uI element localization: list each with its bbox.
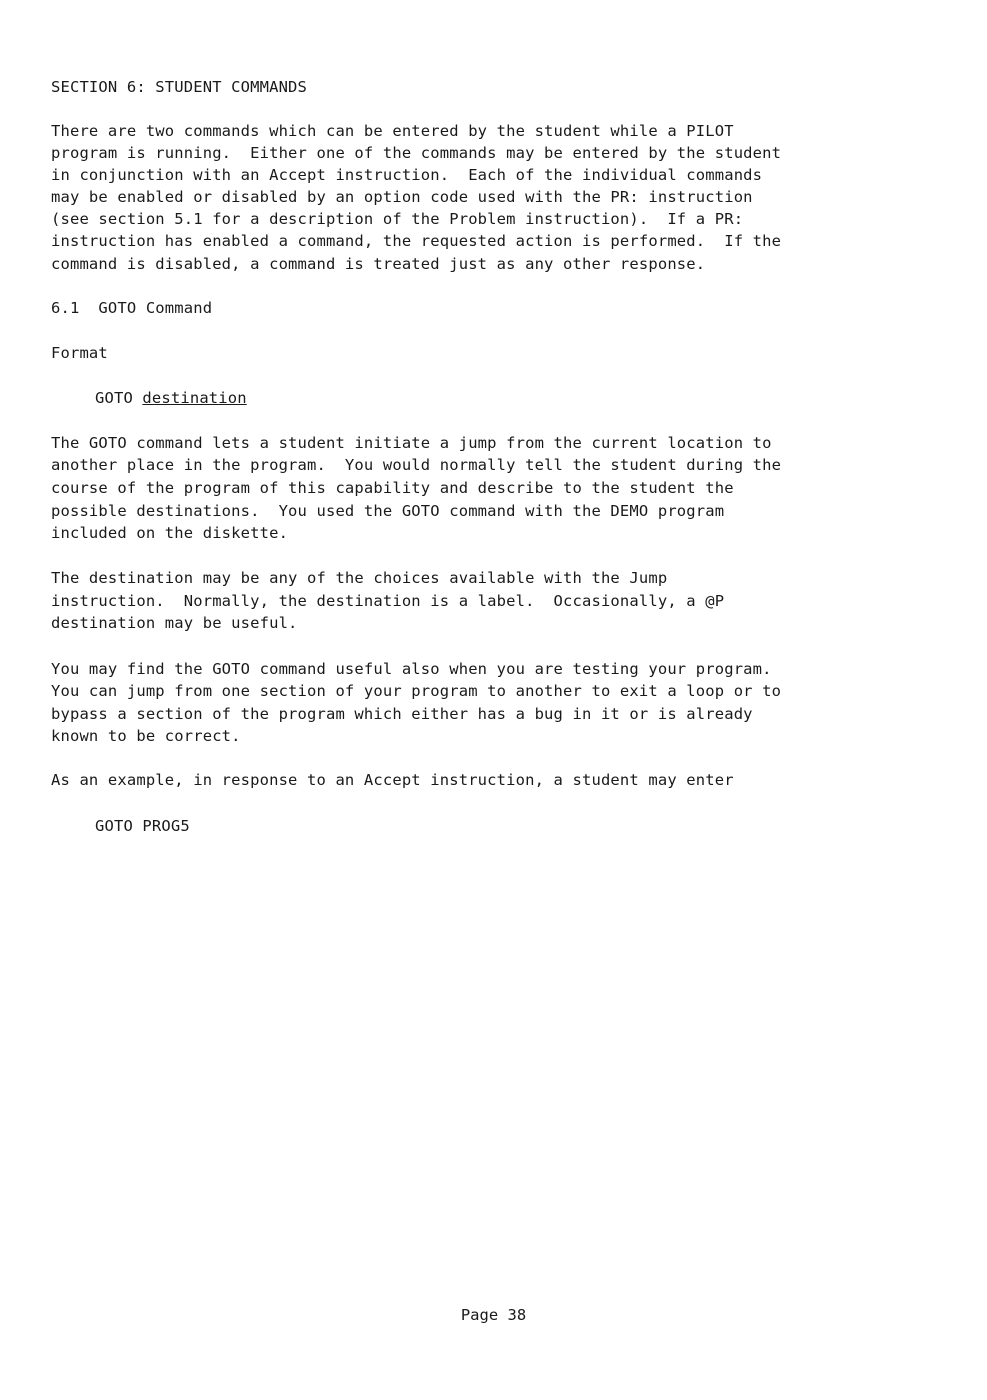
section-heading: SECTION 6: STUDENT COMMANDS [51, 78, 308, 96]
para3-line-1: You may find the GOTO command useful also when you are testing your program. [51, 660, 772, 678]
subsection-heading: 6.1 GOTO Command [51, 299, 213, 317]
page-number: Page 38 [460, 1306, 527, 1324]
format-command: GOTO [95, 389, 133, 407]
para4-line-1: As an example, in response to an Accept instruction, a student may enter [51, 771, 734, 789]
intro-line-2: program is running. Either one of the commands may be entered by the student [51, 144, 782, 162]
intro-line-6: instruction has enabled a command, the requested action is performed. If the [51, 232, 782, 250]
intro-line-7: command is disabled, a command is treated just as any other response. [51, 255, 706, 273]
format-syntax [95, 387, 247, 409]
para2-line-1: The destination may be any of the choices available with the Jump [51, 569, 668, 587]
para1-line-2: another place in the program. You would normally tell the student during the [51, 456, 782, 474]
example-command: GOTO PROG5 [95, 817, 190, 835]
intro-line-1: There are two commands which can be entered by the student while a PILOT [51, 122, 734, 140]
format-argument: destination [142, 389, 247, 407]
intro-line-4: may be enabled or disabled by an option code used with the PR: instruction [51, 188, 753, 206]
intro-line-5: (see section 5.1 for a description of the Problem instruction). If a PR: [51, 210, 744, 228]
para2-line-3: destination may be useful. [51, 614, 298, 632]
para1-line-3: course of the program of this capability and describe to the student the [51, 479, 734, 497]
para3-line-3: bypass a section of the program which either has a bug in it or is already [51, 705, 753, 723]
para3-line-4: known to be correct. [51, 727, 241, 745]
para2-line-2: instruction. Normally, the destination is a label. Occasionally, a @P [51, 592, 725, 610]
para1-line-5: included on the diskette. [51, 524, 289, 542]
para1-line-1: The GOTO command lets a student initiate a jump from the current location to [51, 434, 772, 452]
format-label: Format [51, 344, 108, 362]
intro-line-3: in conjunction with an Accept instruction. Each of the individual commands [51, 166, 763, 184]
para1-line-4: possible destinations. You used the GOTO command with the DEMO program [51, 502, 725, 520]
para3-line-2: You can jump from one section of your program to another to exit a loop or to [51, 682, 782, 700]
